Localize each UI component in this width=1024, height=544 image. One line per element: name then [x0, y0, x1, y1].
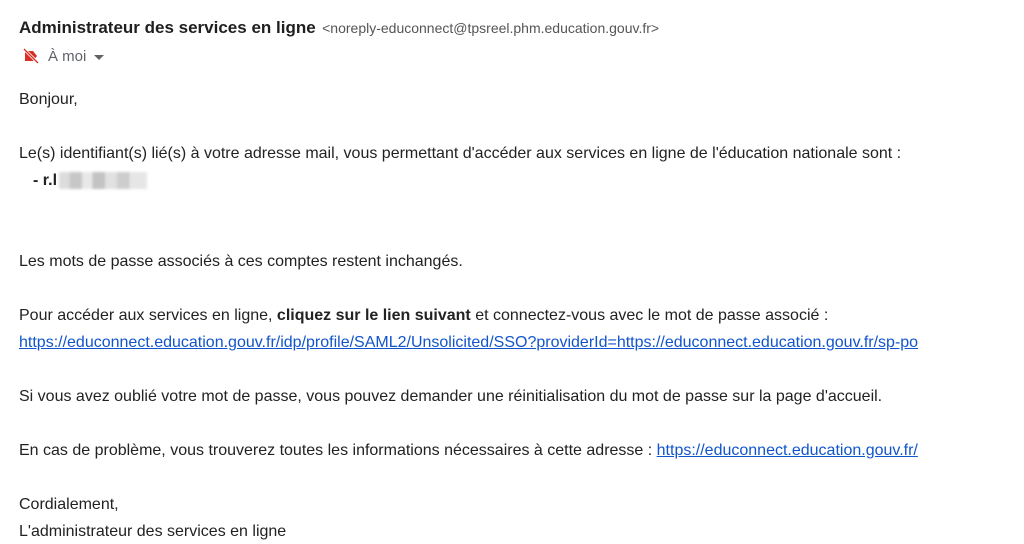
problem-line	[19, 437, 1024, 464]
access-text-after: et connectez-vous avec le mot de passe associé :	[470, 307, 829, 324]
access-link-line	[19, 329, 1024, 356]
sender-email[interactable]: <noreply-educonnect@tpsreel.phm.education.gouv.fr>	[322, 20, 660, 36]
problem-text: En cas de problème, vous trouverez toutes les informations nécessaires à cette adresse :	[19, 442, 657, 459]
signature: L'administrateur des services en ligne	[19, 523, 287, 540]
closing: Cordialement,	[19, 496, 119, 513]
identifier-item	[19, 167, 1024, 194]
recipient-label: À moi	[48, 47, 87, 65]
greeting: Bonjour,	[19, 91, 78, 108]
identifiers-line: Le(s) identifiant(s) lié(s) à votre adresse mail, vous permettant d'accéder aux services en ligne de l'éducation nationale sont :	[19, 145, 902, 162]
redacted-identifier	[59, 172, 147, 189]
passwords-line: Les mots de passe associés à ces comptes restent inchangés.	[19, 253, 463, 270]
access-text-before: Pour accéder aux services en ligne,	[19, 307, 277, 324]
access-line	[19, 302, 1024, 329]
sender-name[interactable]: Administrateur des services en ligne	[19, 18, 316, 37]
email-header	[19, 18, 659, 38]
access-link[interactable]: https://educonnect.education.gouv.fr/idp/profile/SAML2/Unsolicited/SSO?providerId=https://educonnect.education.gouv.fr/sp-po	[19, 334, 919, 351]
identifier-prefix: - r.l	[33, 172, 58, 189]
recipient-row[interactable]	[22, 47, 104, 65]
forgot-password-line: Si vous avez oublié votre mot de passe, vous pouvez demander une réinitialisation du mot de passe sur la page d'accueil.	[19, 388, 883, 405]
caret-down-icon[interactable]	[94, 55, 104, 60]
access-text-bold: cliquez sur le lien suivant	[276, 307, 471, 324]
label-important-crossed-icon[interactable]	[22, 47, 40, 65]
problem-link[interactable]: https://educonnect.education.gouv.fr/	[656, 442, 918, 459]
email-body	[19, 86, 1024, 544]
